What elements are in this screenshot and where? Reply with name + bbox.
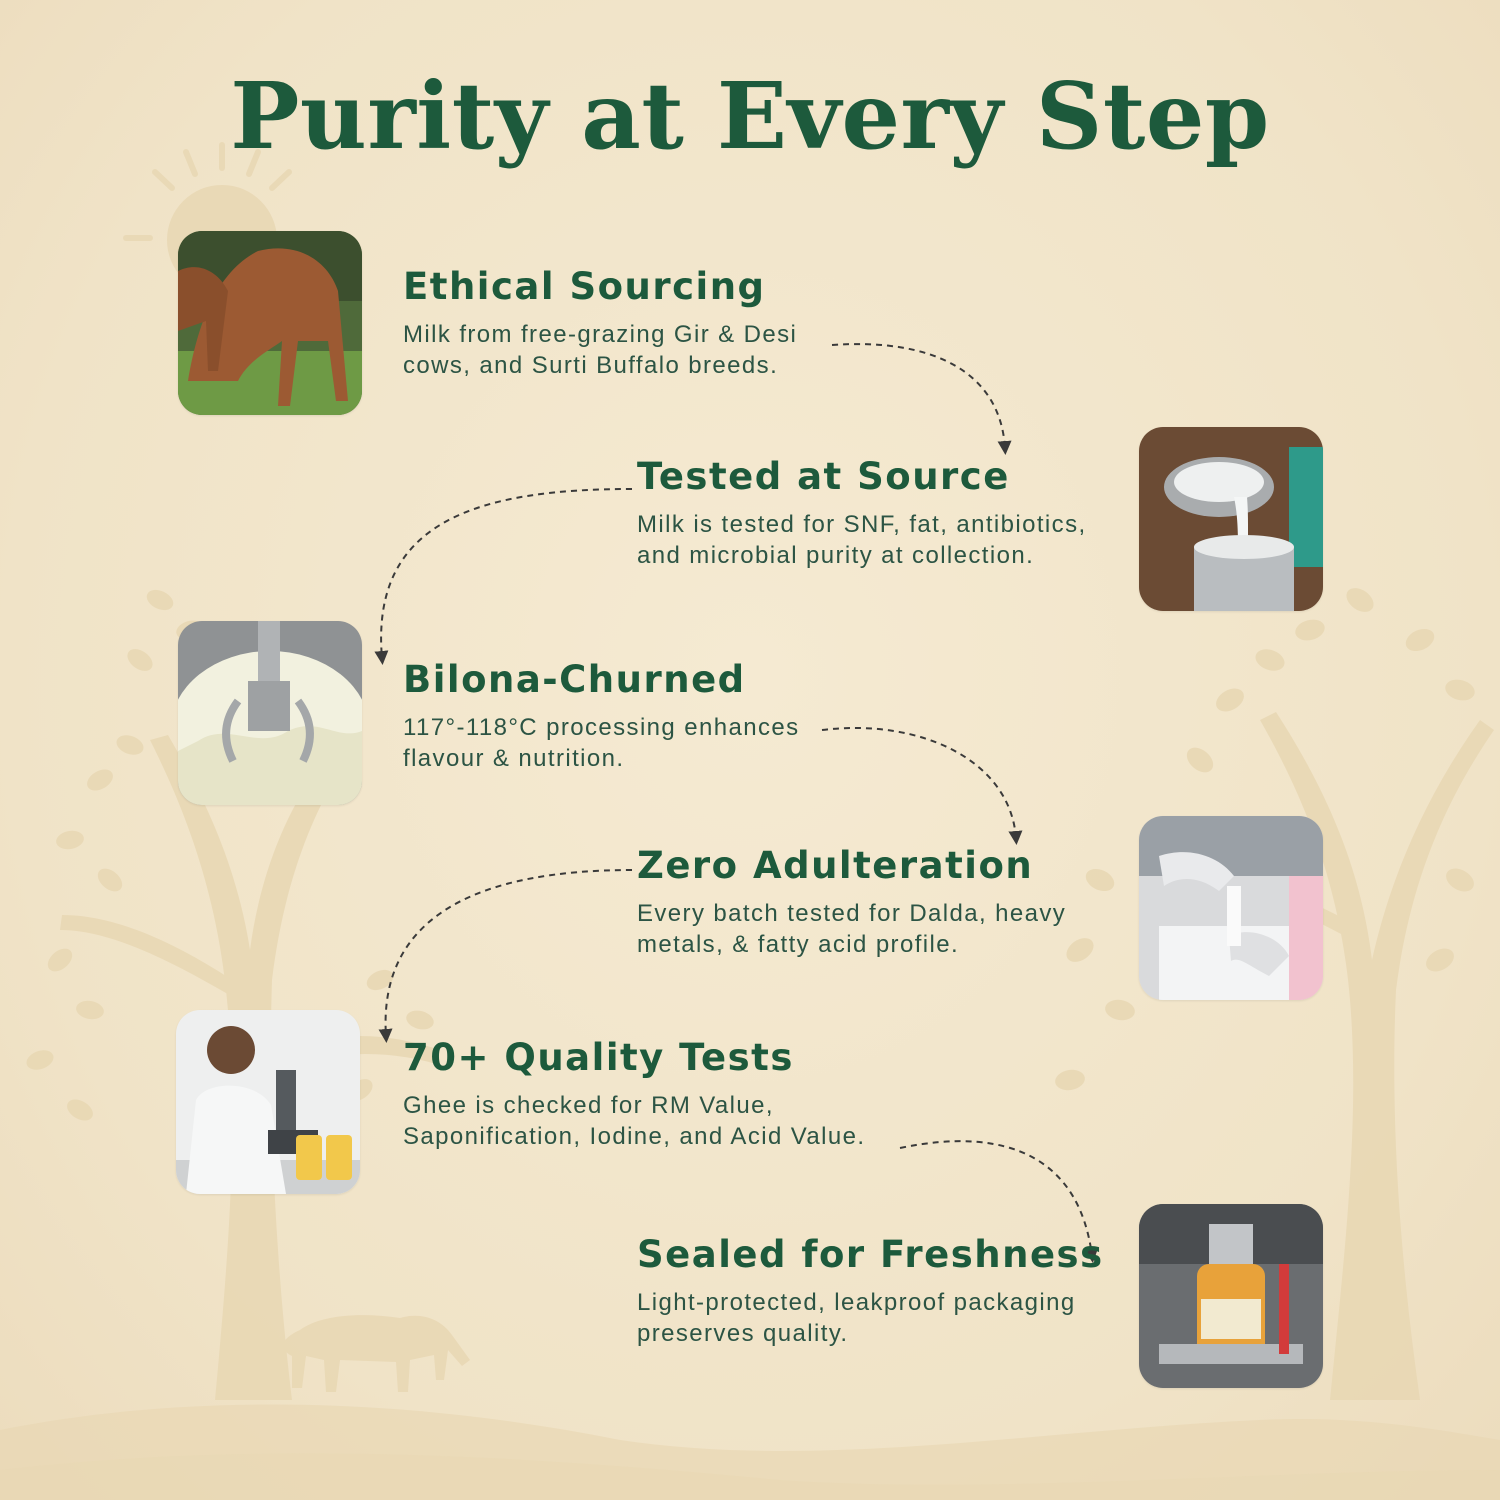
- step-tested-at-source: [637, 456, 1087, 571]
- scientist-microscope-photo: [176, 1010, 360, 1194]
- step-description-line: Saponification, Iodine, and Acid Value.: [403, 1122, 866, 1150]
- step-description: [637, 898, 1066, 960]
- step-description-line: preserves quality.: [637, 1319, 849, 1347]
- step-title: Tested at Source: [637, 455, 1010, 498]
- connector-arrow-2: [381, 489, 632, 658]
- step-description-line: and microbial purity at collection.: [637, 541, 1035, 569]
- step-title: Zero Adulteration: [637, 844, 1034, 887]
- jar-sealing-photo: [1139, 1204, 1323, 1388]
- step-sealed-for-freshness: [637, 1234, 1104, 1349]
- step-description: [637, 1287, 1104, 1349]
- connector-arrow-3: [822, 728, 1016, 838]
- step-zero-adulteration: [637, 845, 1066, 960]
- step-description: [637, 509, 1087, 571]
- cow-grazing-photo: [178, 231, 362, 415]
- step-ethical-sourcing: [403, 266, 797, 381]
- step-description-line: Light-protected, leakproof packaging: [637, 1288, 1076, 1316]
- step-description-line: metals, & fatty acid profile.: [637, 930, 960, 958]
- step-description: [403, 712, 800, 774]
- step-title: Ethical Sourcing: [403, 265, 766, 308]
- connector-arrow-4: [386, 870, 632, 1036]
- step-description-line: cows, and Surti Buffalo breeds.: [403, 351, 779, 379]
- step-description: [403, 1090, 865, 1152]
- step-title: 70+ Quality Tests: [403, 1036, 794, 1079]
- step-description-line: 117°-118°C processing enhances: [403, 713, 800, 741]
- step-quality-tests: [403, 1037, 865, 1152]
- page-title: Purity at Every Step: [230, 62, 1270, 170]
- step-description-line: flavour & nutrition.: [403, 744, 625, 772]
- step-description: [403, 319, 797, 381]
- step-title: Sealed for Freshness: [637, 1233, 1104, 1276]
- step-description-line: Every batch tested for Dalda, heavy: [637, 899, 1067, 927]
- milk-pouring-photo: [1139, 427, 1323, 611]
- step-description-line: Ghee is checked for RM Value,: [403, 1091, 774, 1119]
- churning-photo: [178, 621, 362, 805]
- step-title: Bilona-Churned: [403, 658, 746, 701]
- lab-testing-photo: [1139, 816, 1323, 1000]
- step-bilona-churned: [403, 659, 800, 774]
- connector-arrow-1: [832, 344, 1005, 448]
- step-description-line: Milk from free-grazing Gir & Desi: [403, 320, 798, 348]
- step-description-line: Milk is tested for SNF, fat, antibiotics,: [637, 510, 1087, 538]
